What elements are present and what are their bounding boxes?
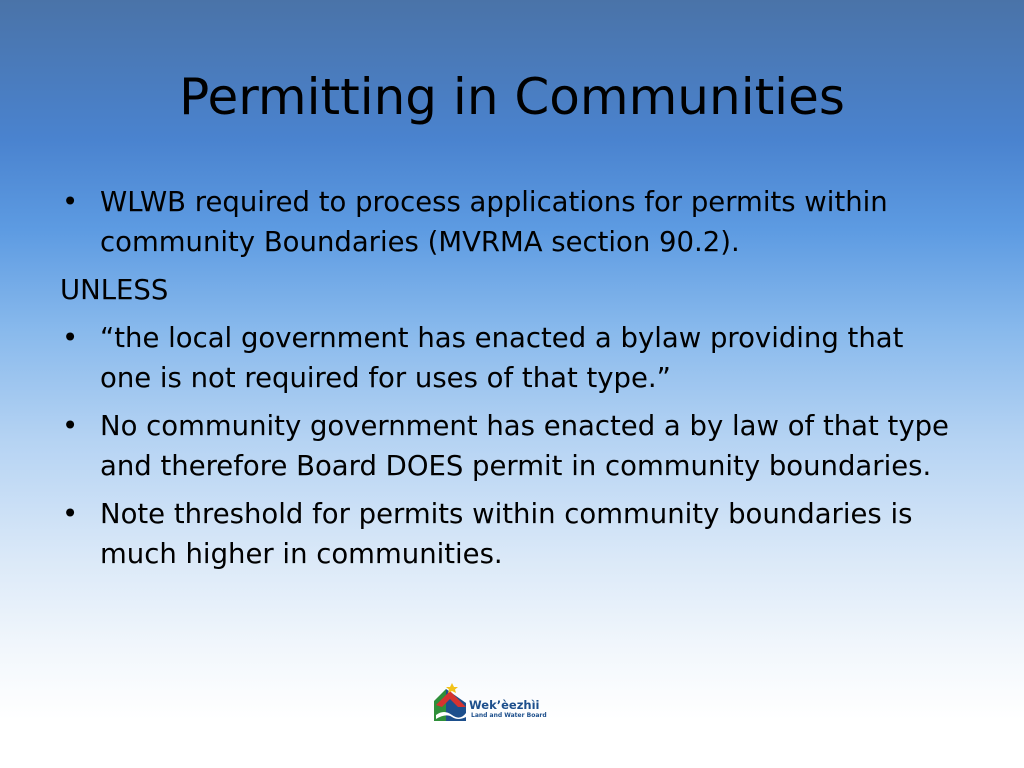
bullet-text: WLWB required to process applications for permits within community Boundaries (MVRMA section 90.2). [100,186,888,258]
bullet-text: Note threshold for permits within community boundaries is much higher in communities. [100,498,913,570]
plain-text: UNLESS [60,274,169,306]
bullet-item-bylaw-quote [60,318,960,398]
bullet-item-no-bylaw [60,406,960,486]
bullet-icon: • [62,186,79,218]
bullet-icon: • [62,410,79,442]
bullet-icon: • [62,498,79,530]
bullet-text: No community government has enacted a by law of that type and therefore Board DOES permit in community boundaries. [100,410,949,482]
bullet-item-wlwb-required [60,182,960,262]
bullet-item-threshold [60,494,960,574]
slide-content [60,182,960,582]
unless-label [60,270,960,310]
bullet-icon: • [62,322,79,354]
wlwb-logo-icon [432,681,470,725]
logo-name: Wek’èezhìi [469,698,540,712]
logo-subtitle: Land and Water Board [471,712,547,719]
wlwb-logo [432,681,547,725]
slide-title: Permitting in Communities [179,68,845,126]
bullet-text: “the local government has enacted a bylaw providing that one is not required for uses of that type.” [100,322,904,394]
